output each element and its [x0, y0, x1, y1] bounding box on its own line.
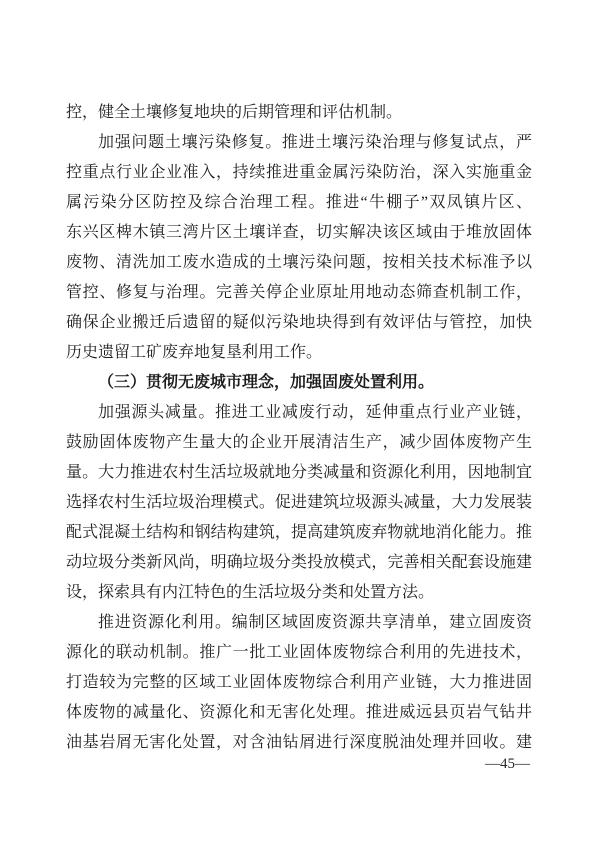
text-line: 加强问题土壤污染修复。推进土壤污染治理与修复试点，严	[98, 134, 532, 151]
text-line: 配式混凝土结构和钢结构建筑，提高建筑废弃物就地消化能力。推	[66, 524, 532, 541]
text-line: 控，健全土壤修复地块的后期管理和评估机制。	[66, 104, 403, 121]
paragraph-source-reduction	[66, 398, 532, 608]
page-number: —45—	[485, 756, 530, 772]
text-line: 控重点行业企业准入，持续推进重金属污染防治，深入实施重金	[66, 164, 532, 181]
text-line: 动垃圾分类新风尚，明确垃圾分类投放模式，完善相关配套设施建	[66, 554, 532, 571]
text-line: 推进资源化利用。编制区域固废资源共享清单，建立固废资	[98, 614, 532, 631]
text-line: 打造较为完整的区域工业固体废物综合利用产业链，大力推进固	[66, 674, 532, 691]
text-line: 管控、修复与治理。完善关停企业原址用地动态筛查机制工作，	[66, 284, 532, 301]
text-line: 鼓励固体废物产生量大的企业开展清洁生产，减少固体废物产生	[66, 434, 532, 451]
text-line: 确保企业搬迁后遗留的疑似污染地块得到有效评估与管控，加快	[66, 314, 532, 331]
text-line: 废物、清洗加工废水造成的土壤污染问题，按相关技术标准予以	[66, 254, 532, 271]
document-body	[66, 98, 532, 758]
paragraph-soil-remediation	[66, 128, 532, 368]
text-line: 属污染分区防控及综合治理工程。推进“牛棚子”双凤镇片区、	[66, 194, 532, 211]
paragraph-continuation	[66, 98, 532, 128]
text-line: （三）贯彻无废城市理念，加强固废处置利用。	[98, 374, 435, 391]
paragraph-resource-utilization	[66, 608, 532, 758]
text-line: 设，探索具有内江特色的生活垃圾分类和处置方法。	[66, 584, 435, 601]
text-line: 源化的联动机制。推广一批工业固体废物综合利用的先进技术，	[66, 644, 532, 661]
text-line: 油基岩屑无害化处置，对含油钻屑进行深度脱油处理并回收。建	[66, 734, 532, 751]
text-line: 体废物的减量化、资源化和无害化处理。推进威远县页岩气钻井	[66, 704, 532, 721]
text-line: 加强源头减量。推进工业减废行动，延伸重点行业产业链，	[98, 404, 532, 421]
text-line: 历史遗留工矿废弃地复垦利用工作。	[66, 344, 323, 361]
text-line: 量。大力推进农村生活垃圾就地分类减量和资源化利用，因地制宜	[66, 464, 532, 481]
section-heading-three	[66, 368, 532, 398]
text-line: 东兴区椑木镇三湾片区土壤详查，切实解决该区域由于堆放固体	[66, 224, 532, 241]
text-line: 选择农村生活垃圾治理模式。促进建筑垃圾源头减量，大力发展装	[66, 494, 532, 511]
